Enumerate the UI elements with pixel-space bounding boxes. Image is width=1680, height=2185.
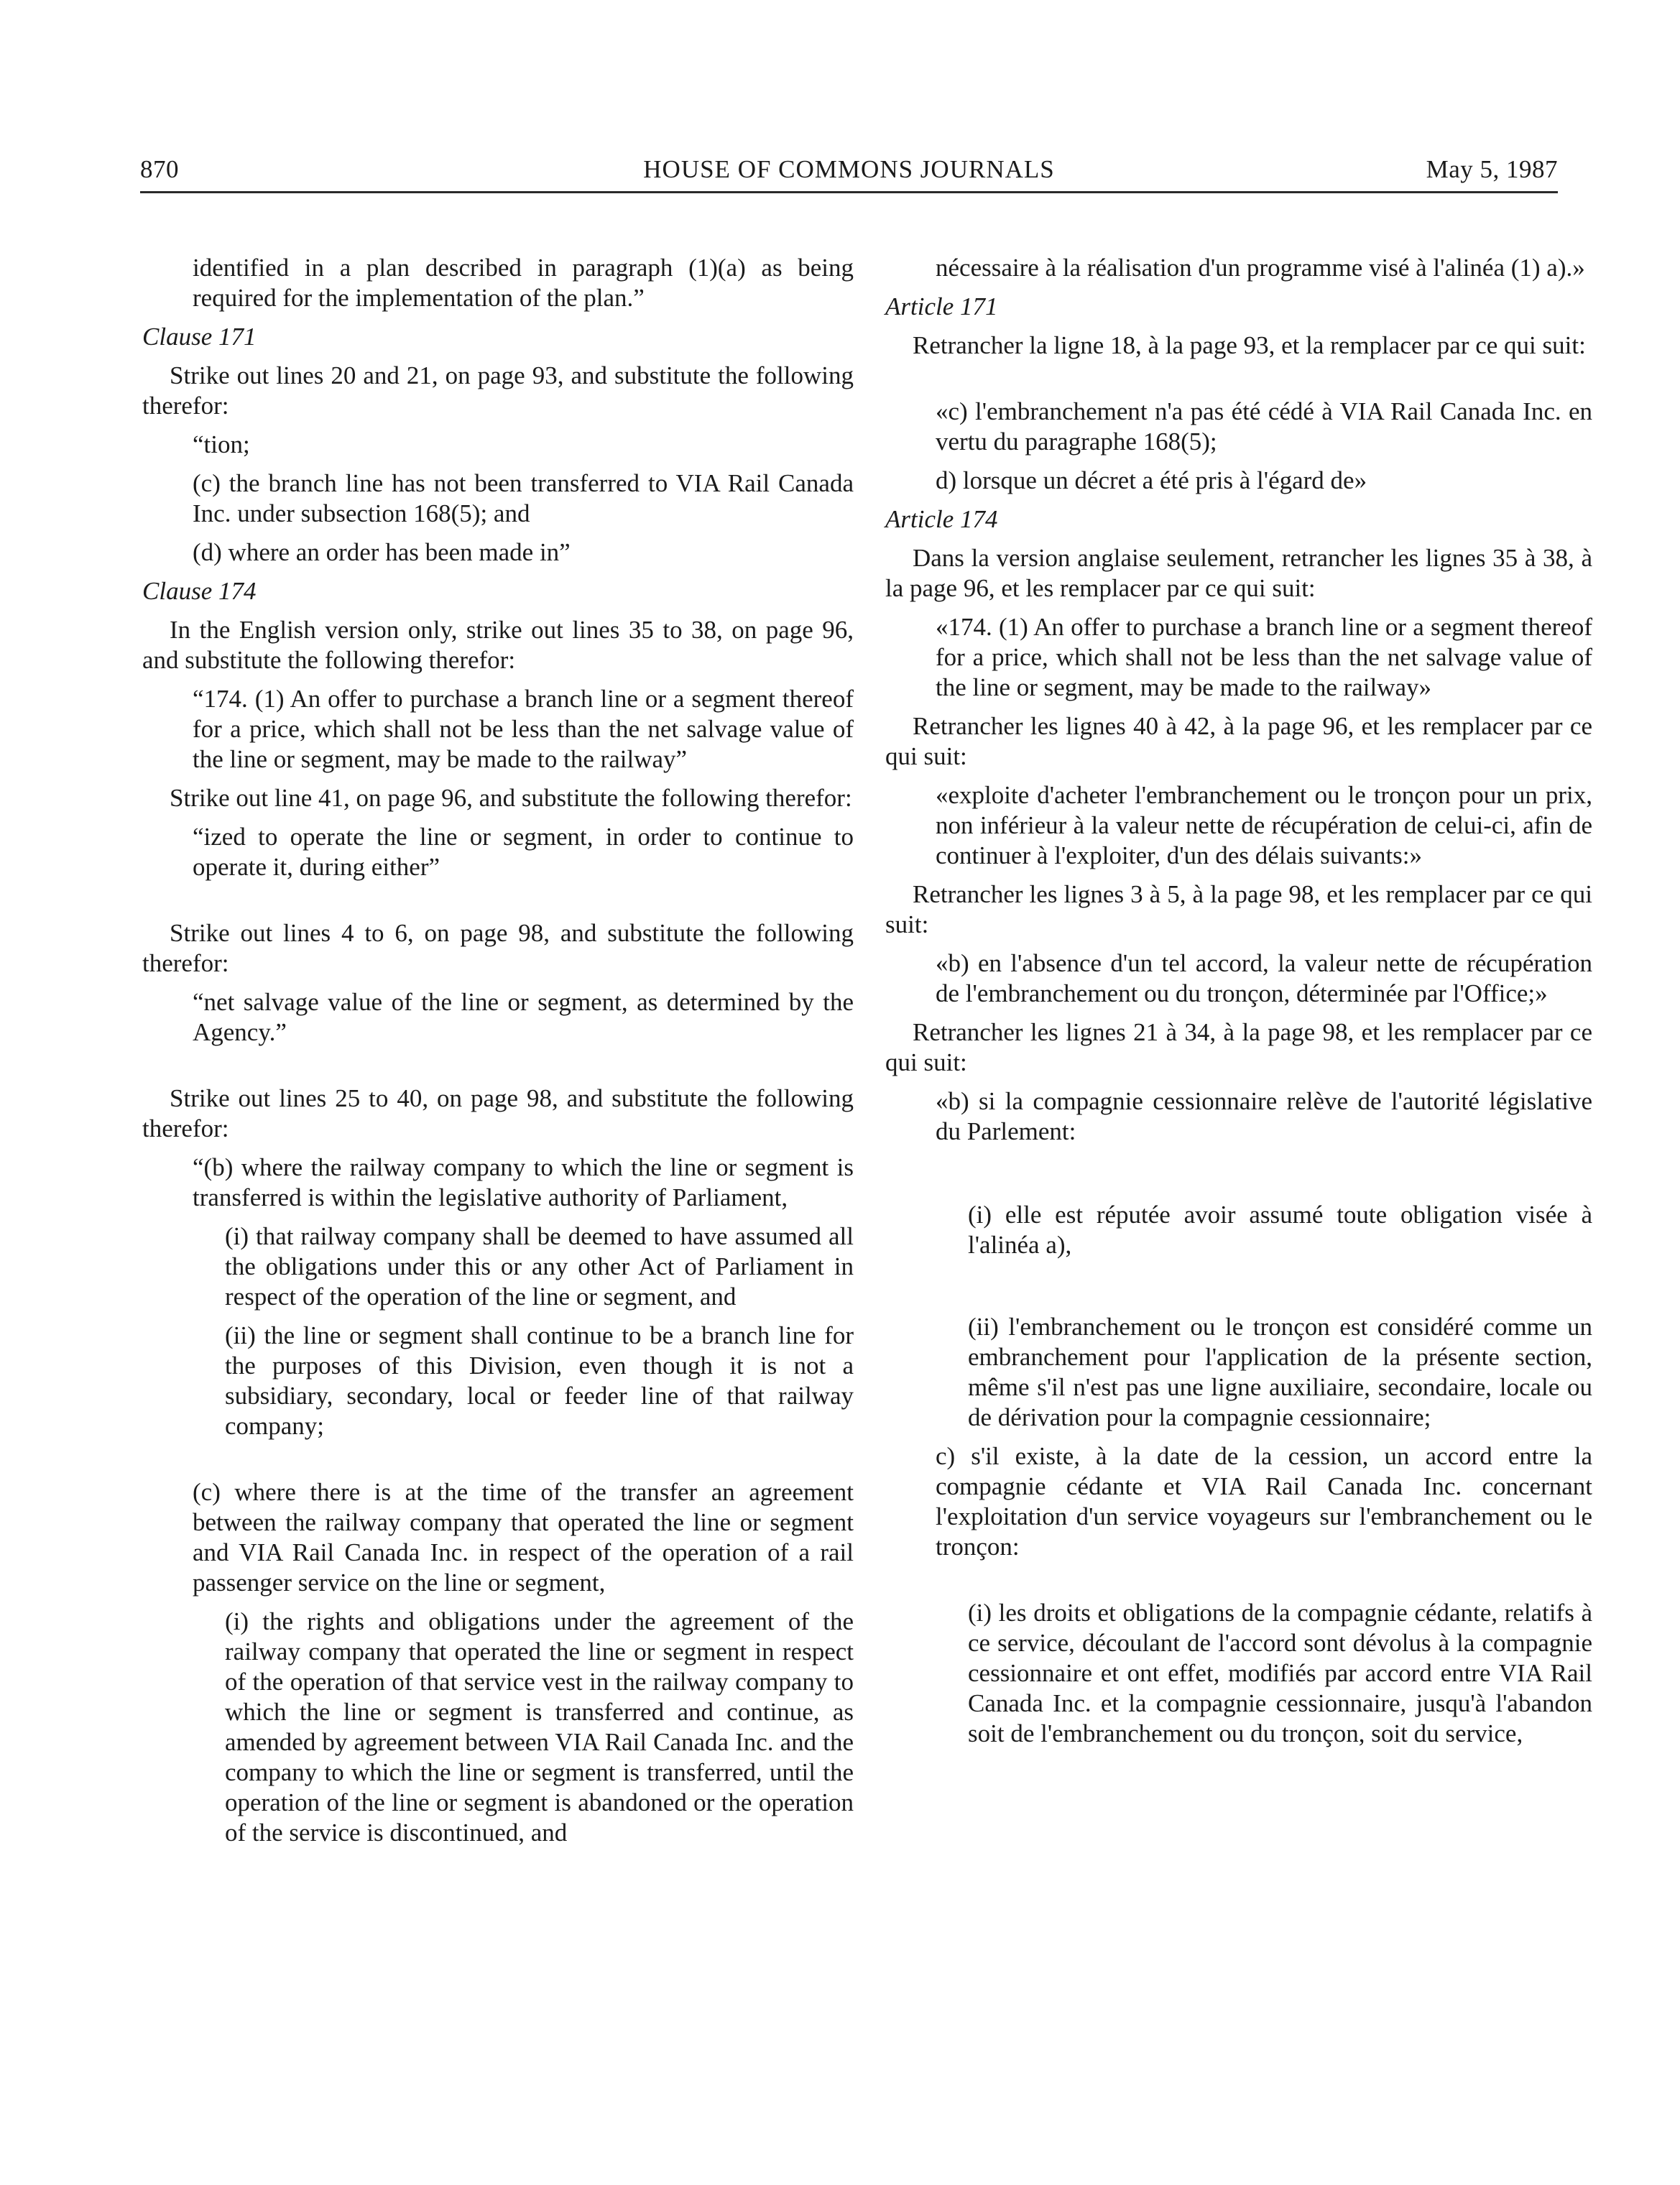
en-clause-171-heading: Clause 171: [142, 323, 257, 351]
fr-paragraph: Retrancher les lignes 21 à 34, à la page 98, et les remplacer par ce qui suit:: [885, 1018, 1592, 1076]
fr-paragraph: «b) en l'absence d'un tel accord, la valeur nette de récupération de l'embranchement ou du tronçon, déterminée par l'Office;»: [936, 949, 1592, 1007]
page-date: May 5, 1987: [1426, 155, 1558, 183]
fr-paragraph: «c) l'embranchement n'a pas été cédé à VIA Rail Canada Inc. en vertu du paragraphe 168(5);: [936, 397, 1592, 456]
fr-paragraph: Dans la version anglaise seulement, retrancher les lignes 35 à 38, à la page 96, et les remplacer par ce qui suit:: [885, 544, 1592, 602]
en-paragraph: Strike out lines 20 and 21, on page 93, and substitute the following therefor:: [142, 361, 854, 420]
en-paragraph: (ii) the line or segment shall continue to be a branch line for the purposes of this Division, even though it is not a subsidiary, secondary, local or feeder line of that railway company;: [225, 1321, 854, 1440]
en-paragraph: Strike out lines 4 to 6, on page 98, and substitute the following therefor:: [142, 919, 854, 977]
page-number: 870: [140, 155, 179, 183]
en-paragraph: “ized to operate the line or segment, in order to continue to operate it, during either”: [193, 823, 854, 881]
fr-paragraph: c) s'il existe, à la date de la cession, un accord entre la compagnie cédante et VIA Rail Canada Inc. concernant l'exploitation d'un service voyageurs sur l'embranchement ou le tronçon:: [936, 1442, 1592, 1561]
fr-paragraph: (i) les droits et obligations de la compagnie cédante, relatifs à ce service, découlant de l'accord sont dévolus à la compagnie cessionnaire et ont effet, modifiés par accord entre VIA Rail Canada Inc. et la compagnie cessionnaire, jusqu'à l'abandon soit de l'embranchement ou du tronçon, soit du service,: [968, 1599, 1592, 1747]
fr-paragraph: (ii) l'embranchement ou le tronçon est considéré comme un embranchement pour l'application de la présente section, même s'il n'est pas une ligne auxiliaire, secondaire, locale ou de dérivation pour la compagnie cessionnaire;: [968, 1313, 1592, 1431]
en-paragraph: (i) the rights and obligations under the agreement of the railway company that operated the line or segment in respect of the operation of that service vest in the railway company to which the line or segment is transferred and continue, as amended by agreement between VIA Rail Canada Inc. and the company to which the line or segment is transferred, until the operation of the line or segment is abandoned or the operation of the service is discontinued, and: [225, 1607, 854, 1847]
french-column: [885, 253, 1592, 1757]
fr-paragraph: «b) si la compagnie cessionnaire relève de l'autorité législative du Parlement:: [936, 1087, 1592, 1145]
fr-paragraph: Retrancher la ligne 18, à la page 93, et la remplacer par ce qui suit:: [913, 331, 1586, 359]
en-paragraph: (d) where an order has been made in”: [193, 538, 571, 566]
en-paragraph: (c) the branch line has not been transferred to VIA Rail Canada Inc. under subsection 168(5); and: [193, 469, 854, 527]
fr-paragraph: (i) elle est réputée avoir assumé toute obligation visée à l'alinéa a),: [968, 1201, 1592, 1259]
en-paragraph: “net salvage value of the line or segment, as determined by the Agency.”: [193, 988, 854, 1046]
fr-paragraph: Retrancher les lignes 40 à 42, à la page 96, et les remplacer par ce qui suit:: [885, 712, 1592, 770]
en-paragraph: Strike out lines 25 to 40, on page 98, and substitute the following therefor:: [142, 1084, 854, 1142]
fr-article-171-heading: Article 171: [885, 292, 998, 320]
fr-paragraph: d) lorsque un décret a été pris à l'égard de»: [936, 466, 1367, 494]
fr-article-174-heading: Article 174: [885, 505, 998, 533]
fr-paragraph: «174. (1) An offer to purchase a branch line or a segment thereof for a price, which shall not be less than the net salvage value of the line or segment, may be made to the railway»: [936, 613, 1592, 701]
en-paragraph: (c) where there is at the time of the transfer an agreement between the railway company that operated the line or segment and VIA Rail Canada Inc. in respect of the operation of a rail passenger service on the line or segment,: [193, 1478, 854, 1597]
en-paragraph: identified in a plan described in paragraph (1)(a) as being required for the implementation of the plan.”: [193, 254, 854, 312]
en-clause-174-heading: Clause 174: [142, 577, 257, 605]
en-paragraph: “tion;: [193, 430, 250, 458]
en-paragraph: In the English version only, strike out lines 35 to 38, on page 96, and substitute the following therefor:: [142, 616, 854, 674]
english-column: [142, 253, 854, 1857]
page-header: [140, 155, 1558, 193]
header-rule: [140, 191, 1558, 193]
en-paragraph: Strike out line 41, on page 96, and substitute the following therefor:: [170, 784, 852, 812]
fr-paragraph: Retrancher les lignes 3 à 5, à la page 98, et les remplacer par ce qui suit:: [885, 880, 1592, 938]
en-paragraph: (i) that railway company shall be deemed to have assumed all the obligations under this or any other Act of Parliament in respect of the operation of the line or segment, and: [225, 1222, 854, 1311]
fr-paragraph: nécessaire à la réalisation d'un programme visé à l'alinéa (1) a).»: [936, 254, 1585, 282]
journal-title: HOUSE OF COMMONS JOURNALS: [643, 155, 1055, 183]
en-paragraph: “174. (1) An offer to purchase a branch line or a segment thereof for a price, which shall not be less than the net salvage value of the line or segment, may be made to the railway”: [193, 685, 854, 773]
fr-paragraph: «exploite d'acheter l'embranchement ou le tronçon pour un prix, non inférieur à la valeur nette de récupération de celui-ci, afin de continuer à l'exploiter, d'un des délais suivants:»: [936, 781, 1592, 869]
en-paragraph: “(b) where the railway company to which the line or segment is transferred is within the legislative authority of Parliament,: [193, 1153, 854, 1211]
